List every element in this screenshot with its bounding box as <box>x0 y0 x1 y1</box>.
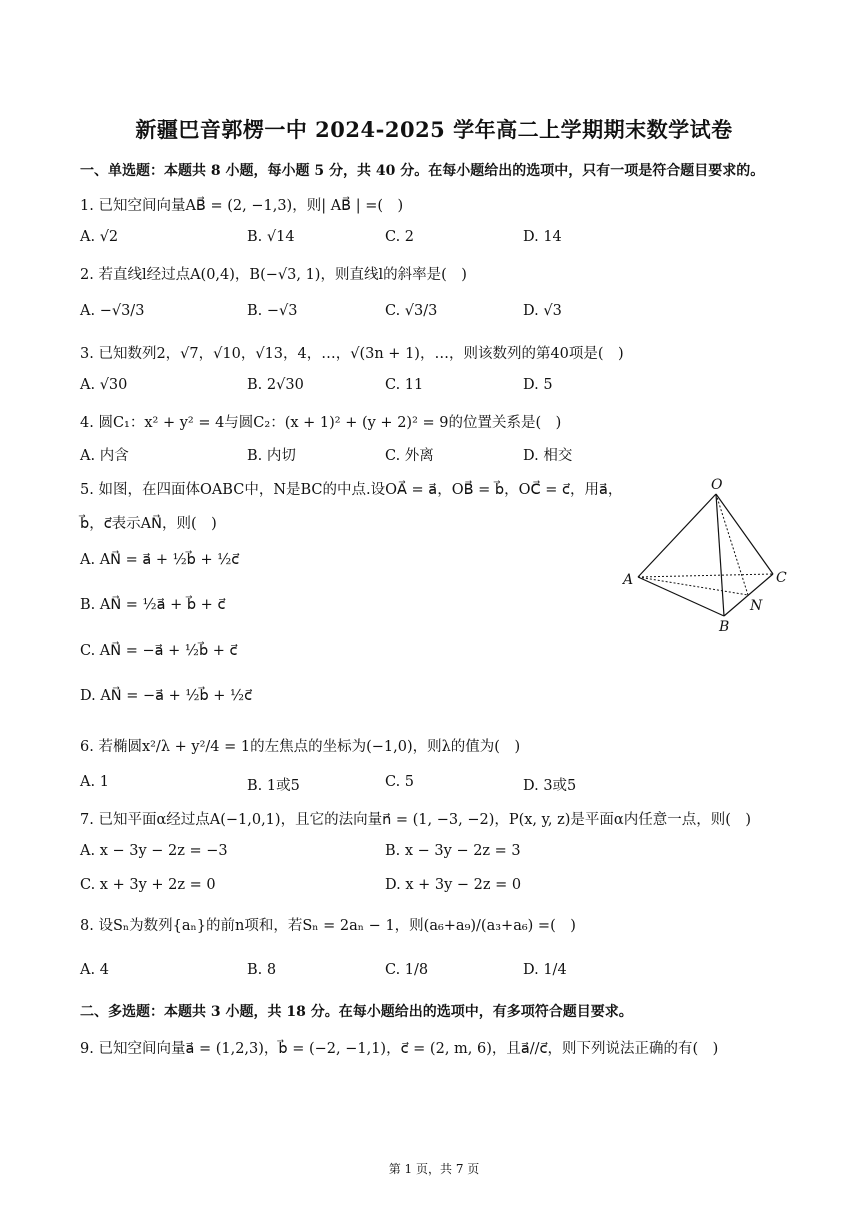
section-heading-single-choice: 一、单选题：本题共 8 小题，每小题 5 分，共 40 分。在每小题给出的选项中，只有一项是符合题目要求的。 <box>80 163 765 179</box>
q6-option-b: B. 1或5 <box>247 778 300 794</box>
edge-bc <box>724 574 773 616</box>
question-9: 9. 已知空间向量a⃗ = (1,2,3)，b⃗ = (−2, −1,1)，c⃗ = (2, m, 6)，且a⃗//c⃗，则下列说法正确的有( ) <box>80 1041 719 1057</box>
q5-option-c: C. AN⃗ = −a⃗ + ½b⃗ + c⃗ <box>80 643 238 659</box>
q2-option-b: B. −√3 <box>247 303 298 319</box>
question-3: 3. 已知数列2，√7，√10，√13，4，…，√(3n + 1)，…，则该数列的第40项是( ) <box>80 346 624 362</box>
edge-ab <box>638 577 724 616</box>
q7-option-b: B. x − 3y − 2z = 3 <box>385 843 521 859</box>
question-8: 8. 设Sₙ为数列{aₙ}的前n项和，若Sₙ = 2aₙ − 1，则(a₆+a₉)/(a₃+a₆) =( ) <box>80 918 576 934</box>
edge-ob <box>716 494 724 616</box>
tetrahedron-figure <box>620 474 795 634</box>
question-4: 4. 圆C₁：x² + y² = 4与圆C₂：(x + 1)² + (y + 2)² = 9的位置关系是( ) <box>80 415 562 431</box>
edge-oa <box>638 494 716 577</box>
q6-option-a: A. 1 <box>80 774 109 790</box>
q5-option-d: D. AN⃗ = −a⃗ + ½b⃗ + ½c⃗ <box>80 688 253 704</box>
q7-option-c: C. x + 3y + 2z = 0 <box>80 877 216 893</box>
q8-option-a: A. 4 <box>80 962 109 978</box>
edge-ac-hidden <box>638 574 773 577</box>
q5-option-a: A. AN⃗ = a⃗ + ½b⃗ + ½c⃗ <box>80 552 240 568</box>
q6-option-c: C. 5 <box>385 774 415 790</box>
q2-option-d: D. √3 <box>523 303 562 319</box>
q3-option-a: A. √30 <box>80 377 128 393</box>
question-2: 2. 若直线l经过点A(0,4)，B(−√3, 1)，则直线l的斜率是( ) <box>80 267 467 283</box>
label-c: C <box>776 570 787 586</box>
section-heading-multiple-choice: 二、多选题：本题共 3 小题，共 18 分。在每小题给出的选项中，有多项符合题目要求。 <box>80 1004 633 1020</box>
label-n: N <box>750 598 763 614</box>
q1-option-a: A. √2 <box>80 229 119 245</box>
label-a: A <box>623 572 634 588</box>
question-5-continued: b⃗，c⃗表示AN⃗，则( ) <box>80 516 217 532</box>
q5-option-b: B. AN⃗ = ½a⃗ + b⃗ + c⃗ <box>80 597 226 613</box>
q6-option-d: D. 3或5 <box>523 778 577 794</box>
q4-option-c: C. 外离 <box>385 448 434 464</box>
question-6: 6. 若椭圆x²/λ + y²/4 = 1的左焦点的坐标为(−1,0)，则λ的值为( ) <box>80 739 521 755</box>
segment-on-hidden <box>716 494 748 595</box>
q3-option-c: C. 11 <box>385 377 424 393</box>
q7-option-d: D. x + 3y − 2z = 0 <box>385 877 522 893</box>
q1-option-b: B. √14 <box>247 229 295 245</box>
segment-an-hidden <box>638 577 748 595</box>
page-title: 新疆巴音郭楞一中 2024-2025 学年高二上学期期末数学试卷 <box>135 117 733 142</box>
q3-option-d: D. 5 <box>523 377 553 393</box>
q2-option-c: C. √3/3 <box>385 303 438 319</box>
question-7: 7. 已知平面α经过点A(−1,0,1)，且它的法向量n⃗ = (1, −3, −2)，P(x, y, z)是平面α内任意一点，则( ) <box>80 812 752 828</box>
label-o: O <box>711 477 723 493</box>
edge-oc <box>716 494 773 574</box>
q1-option-c: C. 2 <box>385 229 415 245</box>
question-5: 5. 如图，在四面体OABC中，N是BC的中点.设OA⃗ = a⃗，OB⃗ = b⃗，OC⃗ = c⃗，用a⃗， <box>80 482 623 498</box>
q8-option-b: B. 8 <box>247 962 277 978</box>
q4-option-d: D. 相交 <box>523 448 573 464</box>
q4-option-b: B. 内切 <box>247 448 296 464</box>
q8-option-d: D. 1/4 <box>523 962 567 978</box>
question-1: 1. 已知空间向量AB⃗ = (2, −1,3)，则| AB⃗ | =( ) <box>80 198 404 214</box>
q1-option-d: D. 14 <box>523 229 562 245</box>
q3-option-b: B. 2√30 <box>247 377 304 393</box>
q7-option-a: A. x − 3y − 2z = −3 <box>80 843 228 859</box>
q4-option-a: A. 内含 <box>80 448 129 464</box>
page-footer: 第 1 页，共 7 页 <box>388 1162 480 1176</box>
label-b: B <box>719 619 730 634</box>
q2-option-a: A. −√3/3 <box>80 303 145 319</box>
q8-option-c: C. 1/8 <box>385 962 429 978</box>
